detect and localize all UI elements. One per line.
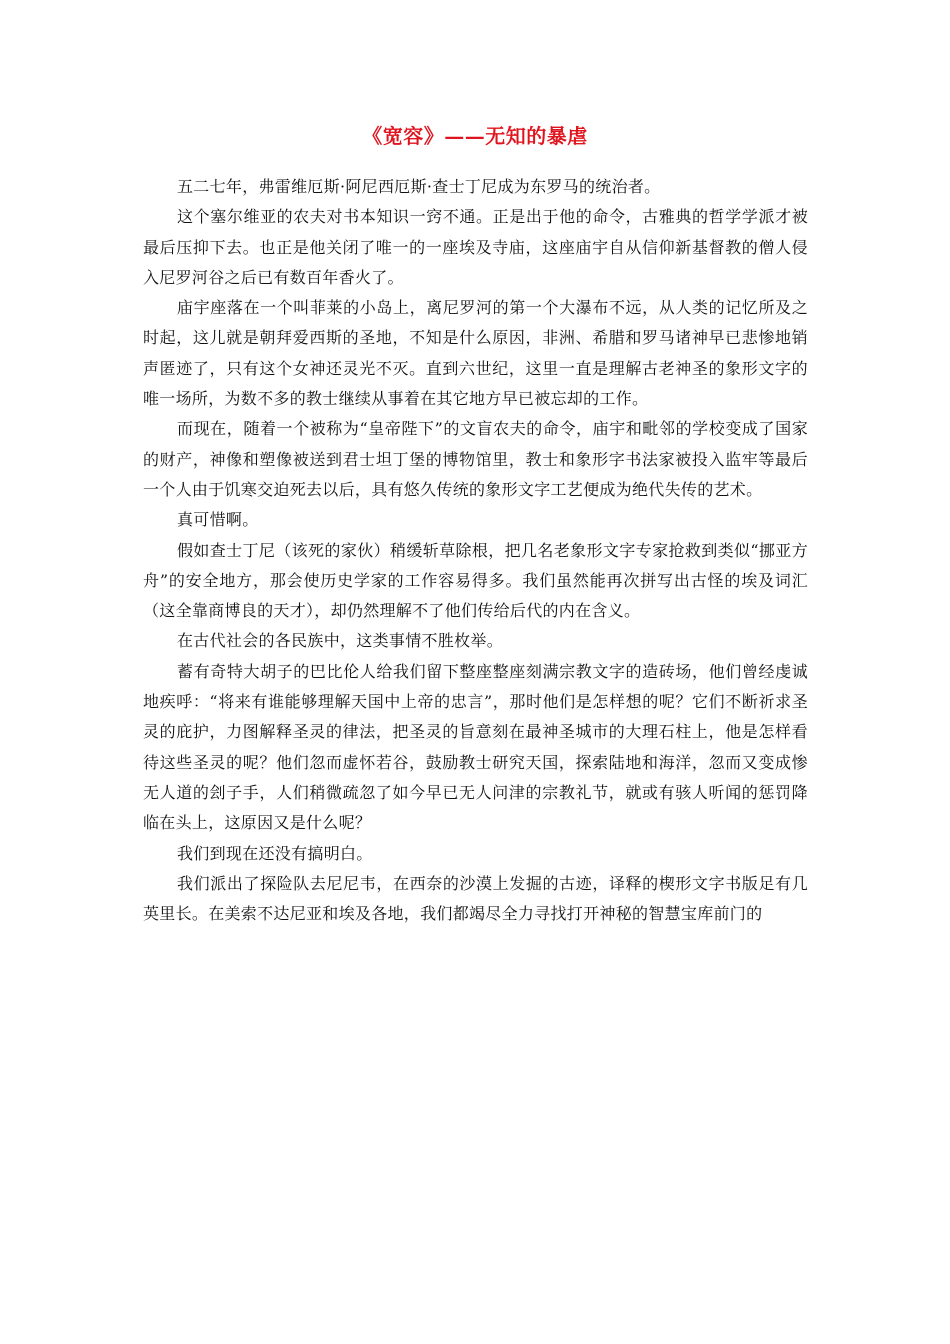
document-title: 《宽容》——无知的暴虐: [362, 124, 588, 148]
paragraph: 五二七年，弗雷维厄斯·阿尼西厄斯·查士丁尼成为东罗马的统治者。: [177, 177, 661, 196]
paragraph: 我们到现在还没有搞明白。: [177, 843, 373, 863]
paragraph: 而现在，随着一个被称为“皇帝陛下”的文盲农夫的命令，庙宇和毗邻的学校变成了国家的财产，神像和塑像被送到君士坦丁堡的博物馆里，教士和象形字书法家被投入监牢等最后一个人由于饥寒交迫死去以后，具有悠久传统的象形文字工艺便成为绝代失传的艺术。: [143, 419, 808, 499]
paragraph: 在古代社会的各民族中，这类事情不胜枚举。: [177, 631, 504, 651]
paragraph: 这个塞尔维亚的农夫对书本知识一窍不通。正是出于他的命令，古雅典的哲学学派才被最后压抑下去。也正是他关闭了唯一的一座埃及寺庙，这座庙宇自从信仰新基督教的僧人侵入尼罗河谷之后已有数百年香火了。: [143, 207, 808, 287]
paragraph: 庙宇座落在一个叫菲莱的小岛上，离尼罗河的第一个大瀑布不远，从人类的记忆所及之时起，这儿就是朝拜爱西斯的圣地，不知是什么原因，非洲、希腊和罗马诸神早已悲惨地销声匿迹了，只有这个女神还灵光不灭。直到六世纪，这里一直是理解古老神圣的象形文字的唯一场所，为数不多的教士继续从事着在其它地方早已被忘却的工作。: [143, 298, 808, 409]
paragraph: 我们派出了探险队去尼尼韦，在西奈的沙漠上发掘的古迹，译释的楔形文字书版足有几英里长。在美索不达尼亚和埃及各地，我们都竭尽全力寻找打开神秘的智慧宝库前门的: [143, 873, 808, 924]
document-body: [143, 172, 808, 929]
paragraph: 真可惜啊。: [177, 510, 259, 530]
paragraph: 假如查士丁尼（该死的家伙）稍缓斩草除根，把几名老象形文字专家抢救到类似“挪亚方舟”的安全地方，那会使历史学家的工作容易得多。我们虽然能再次拼写出古怪的埃及词汇（这全靠商博良的天才），却仍然理解不了他们传给后代的内在含义。: [143, 540, 808, 621]
paragraph: 蓄有奇特大胡子的巴比伦人给我们留下整座整座刻满宗教文字的造砖场，他们曾经虔诚地疾呼：“将来有谁能够理解天国中上帝的忠言”，那时他们是怎样想的呢？它们不断祈求圣灵的庇护，力图解释圣灵的律法，把圣灵的旨意刻在最神圣城市的大理石柱上，他是怎样看待这些圣灵的呢？他们忽而虚怀若谷，鼓励教士研究天国，探索陆地和海洋，忽而又变成惨无人道的刽子手，人们稍微疏忽了如今早已无人问津的宗教礼节，就或有骇人听闻的惩罚降临在头上，这原因又是什么呢？: [143, 661, 808, 833]
